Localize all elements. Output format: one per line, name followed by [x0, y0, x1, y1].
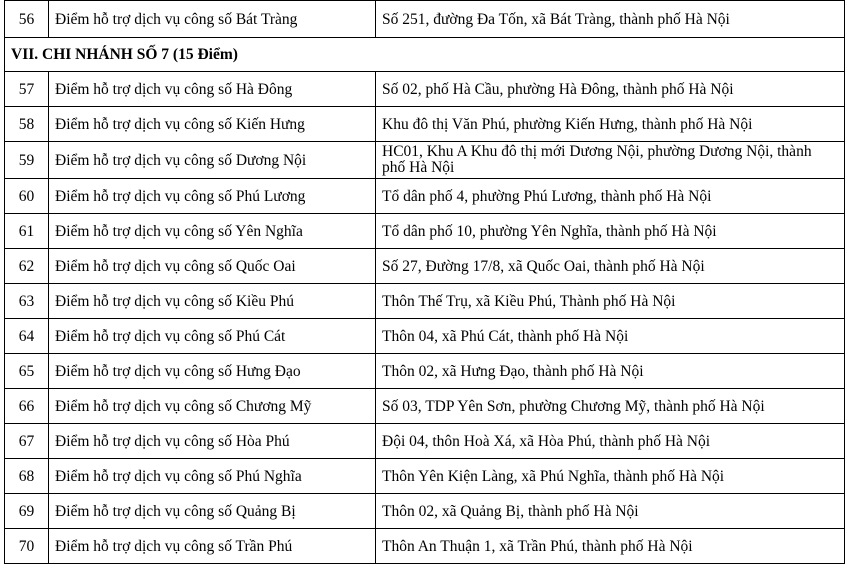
service-point-name: Điểm hỗ trợ dịch vụ công số Chương Mỹ	[49, 389, 376, 424]
table-row	[5, 319, 845, 354]
service-point-address: Khu đô thị Văn Phú, phường Kiến Hưng, thành phố Hà Nội	[376, 107, 845, 142]
service-point-name: Điểm hỗ trợ dịch vụ công số Hưng Đạo	[49, 354, 376, 389]
row-number: 59	[5, 142, 49, 179]
table-row	[5, 107, 845, 142]
table-row	[5, 494, 845, 529]
service-point-name: Điểm hỗ trợ dịch vụ công số Kiều Phú	[49, 284, 376, 319]
row-number: 58	[5, 107, 49, 142]
row-number: 57	[5, 72, 49, 107]
row-number: 64	[5, 319, 49, 354]
service-point-name: Điểm hỗ trợ dịch vụ công số Kiến Hưng	[49, 107, 376, 142]
table-row	[5, 389, 845, 424]
service-point-address: Tổ dân phố 10, phường Yên Nghĩa, thành phố Hà Nội	[376, 214, 845, 249]
service-point-address: Thôn Yên Kiện Làng, xã Phú Nghĩa, thành phố Hà Nội	[376, 459, 845, 494]
service-point-address: Thôn 02, xã Quảng Bị, thành phố Hà Nội	[376, 494, 845, 529]
service-point-address: Thôn Thế Trụ, xã Kiều Phú, Thành phố Hà Nội	[376, 284, 845, 319]
service-point-name: Điểm hỗ trợ dịch vụ công số Yên Nghĩa	[49, 214, 376, 249]
service-point-address: Số 03, TDP Yên Sơn, phường Chương Mỹ, thành phố Hà Nội	[376, 389, 845, 424]
row-number: 61	[5, 214, 49, 249]
service-point-name: Điểm hỗ trợ dịch vụ công số Hà Đông	[49, 72, 376, 107]
service-point-address: HC01, Khu A Khu đô thị mới Dương Nội, phường Dương Nội, thành phố Hà Nội	[376, 142, 845, 179]
section-title: VII. CHI NHÁNH SỐ 7 (15 Điểm)	[5, 38, 845, 72]
table-row	[5, 179, 845, 214]
service-points-table	[4, 0, 845, 564]
row-number: 69	[5, 494, 49, 529]
row-number: 68	[5, 459, 49, 494]
service-point-name: Điểm hỗ trợ dịch vụ công số Dương Nội	[49, 142, 376, 179]
service-point-address: Thôn 04, xã Phú Cát, thành phố Hà Nội	[376, 319, 845, 354]
table-row	[5, 142, 845, 179]
table-row	[5, 1, 845, 38]
service-point-address: Số 27, Đường 17/8, xã Quốc Oai, thành phố Hà Nội	[376, 249, 845, 284]
service-point-address: Thôn An Thuận 1, xã Trần Phú, thành phố Hà Nội	[376, 529, 845, 564]
table-row	[5, 424, 845, 459]
row-number: 56	[5, 1, 49, 38]
service-point-address: Số 02, phố Hà Cầu, phường Hà Đông, thành phố Hà Nội	[376, 72, 845, 107]
table-row	[5, 249, 845, 284]
service-point-name: Điểm hỗ trợ dịch vụ công số Phú Nghĩa	[49, 459, 376, 494]
service-point-address: Tổ dân phố 4, phường Phú Lương, thành phố Hà Nội	[376, 179, 845, 214]
section-row	[5, 38, 845, 72]
row-number: 67	[5, 424, 49, 459]
service-point-address: Đội 04, thôn Hoà Xá, xã Hòa Phú, thành phố Hà Nội	[376, 424, 845, 459]
service-point-address: Số 251, đường Đa Tốn, xã Bát Tràng, thành phố Hà Nội	[376, 1, 845, 38]
table-row	[5, 354, 845, 389]
row-number: 62	[5, 249, 49, 284]
table-row	[5, 459, 845, 494]
service-point-address: Thôn 02, xã Hưng Đạo, thành phố Hà Nội	[376, 354, 845, 389]
service-point-name: Điểm hỗ trợ dịch vụ công số Quảng Bị	[49, 494, 376, 529]
row-number: 63	[5, 284, 49, 319]
service-point-name: Điểm hỗ trợ dịch vụ công số Trần Phú	[49, 529, 376, 564]
service-point-name: Điểm hỗ trợ dịch vụ công số Bát Tràng	[49, 1, 376, 38]
row-number: 65	[5, 354, 49, 389]
table-row	[5, 214, 845, 249]
table-row	[5, 72, 845, 107]
table-row	[5, 529, 845, 564]
service-point-name: Điểm hỗ trợ dịch vụ công số Phú Cát	[49, 319, 376, 354]
table-row	[5, 284, 845, 319]
row-number: 66	[5, 389, 49, 424]
service-point-name: Điểm hỗ trợ dịch vụ công số Quốc Oai	[49, 249, 376, 284]
row-number: 70	[5, 529, 49, 564]
service-point-name: Điểm hỗ trợ dịch vụ công số Hòa Phú	[49, 424, 376, 459]
row-number: 60	[5, 179, 49, 214]
service-point-name: Điểm hỗ trợ dịch vụ công số Phú Lương	[49, 179, 376, 214]
